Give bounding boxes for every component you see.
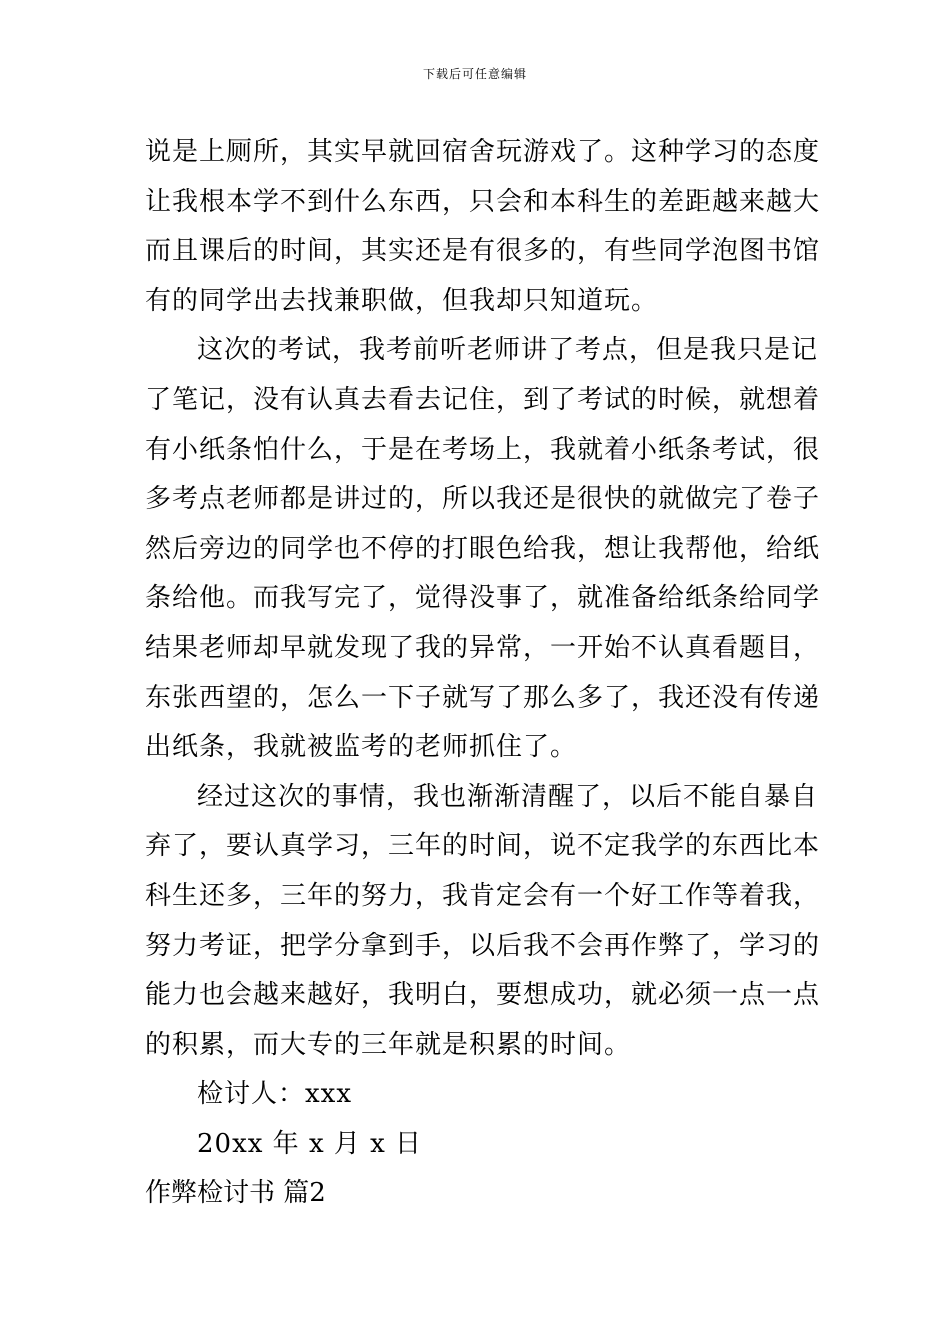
text-line: 让我根本学不到什么东西，只会和本科生的差距越来越大 — [145, 186, 821, 217]
text-line: 条给他。而我写完了，觉得没事了，就准备给纸条给同学 — [145, 583, 821, 614]
text-line: 弃了，要认真学习，三年的时间，说不定我学的东西比本 — [145, 831, 821, 862]
text-line: 了笔记，没有认真去看去记住，到了考试的时候，就想着 — [145, 384, 821, 415]
text-line: 而且课后的时间，其实还是有很多的，有些同学泡图书馆 — [145, 236, 821, 267]
text-line: 的积累，而大专的三年就是积累的时间。 — [145, 1029, 632, 1060]
text-line: 经过这次的事情，我也渐渐清醒了，以后不能自暴自 — [197, 781, 819, 812]
document-body — [145, 128, 821, 1219]
text-line: 多考点老师都是讲过的，所以我还是很快的就做完了卷子 — [145, 484, 821, 515]
text-line: 这次的考试，我考前听老师讲了考点，但是我只是记 — [197, 335, 819, 366]
text-line: 说是上厕所，其实早就回宿舍玩游戏了。这种学习的态度 — [145, 137, 821, 167]
text-line: 然后旁边的同学也不停的打眼色给我，想让我帮他，给纸 — [145, 533, 821, 564]
text-line: 有的同学出去找兼职做，但我却只知道玩。 — [145, 285, 659, 316]
section-heading: 作弊检讨书 篇2 — [145, 1178, 326, 1209]
text-line: 能力也会越来越好，我明白，要想成功，就必须一点一点 — [145, 980, 821, 1011]
date-line: 20xx 年 x 月 x 日 — [197, 1128, 423, 1159]
signature-line: 检讨人：xxx — [197, 1079, 352, 1110]
text-line: 出纸条，我就被监考的老师抓住了。 — [145, 732, 578, 763]
text-line: 科生还多，三年的努力，我肯定会有一个好工作等着我， — [145, 880, 821, 911]
text-line: 结果老师却早就发现了我的异常，一开始不认真看题目， — [145, 632, 821, 663]
text-line: 有小纸条怕什么，于是在考场上，我就着小纸条考试，很 — [145, 434, 821, 465]
page-header: 下载后可任意编辑 — [422, 67, 527, 81]
text-line: 东张西望的，怎么一下子就写了那么多了，我还没有传递 — [145, 682, 821, 713]
text-line: 努力考证，把学分拿到手，以后我不会再作弊了，学习的 — [145, 930, 821, 961]
